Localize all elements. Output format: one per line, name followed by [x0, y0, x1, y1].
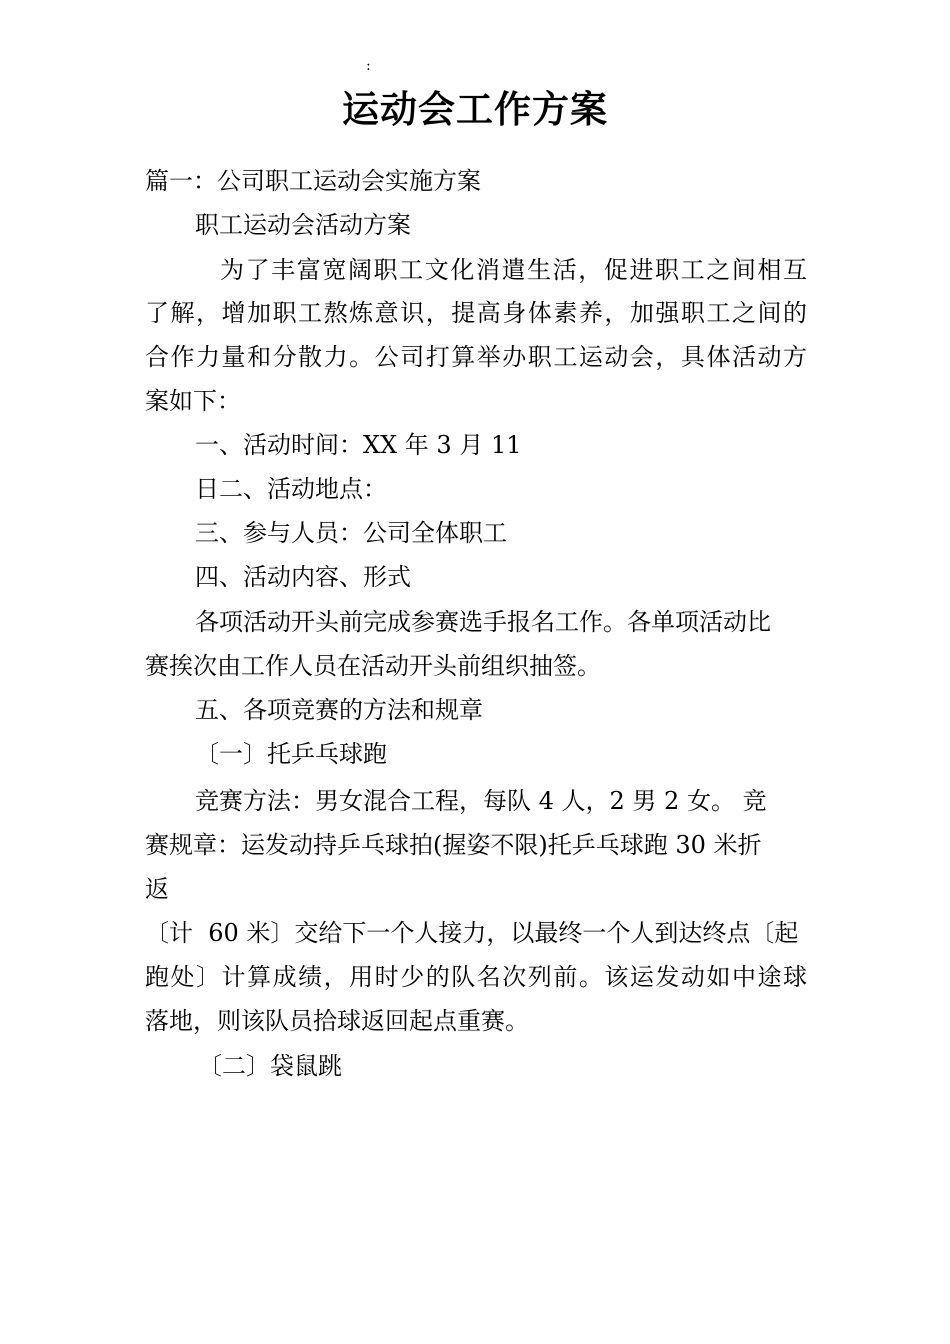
paragraph-line: 了解，增加职工熬炼意识，提高身体素养，加强职工之间的	[145, 299, 807, 327]
paragraph-line: 落地，则该队员拾球返回起点重赛。	[145, 1007, 529, 1035]
paragraph-line: 返	[145, 875, 169, 903]
list-item: 一、活动时间：XX 年 3 月 11	[195, 431, 522, 459]
section-heading: 篇一：公司职工运动会实施方案	[145, 167, 481, 195]
subsection-heading: 〔二〕袋鼠跳	[198, 1052, 342, 1080]
paragraph-line: 赛规章：运发动持乒乓球拍(握姿不限)托乒乓球跑 30 米折	[145, 831, 762, 859]
paragraph-line: 赛挨次由工作人员在活动开头前组织抽签。	[145, 652, 601, 680]
document-title: 运动会工作方案	[342, 88, 608, 131]
page-marker: :	[366, 58, 371, 74]
paragraph-line: 〔计 60 米〕交给下一个人接力，以最终一个人到达终点〔起	[145, 919, 799, 947]
paragraph-line: 竞赛方法：男女混合工程，每队 4 人，2 男 2 女。 竞	[195, 787, 767, 815]
paragraph-line: 案如下：	[145, 387, 241, 415]
list-item: 日二、活动地点：	[195, 475, 387, 503]
paragraph-line: 合作力量和分散力。公司打算举办职工运动会，具体活动方	[145, 343, 807, 371]
subsection-heading: 〔一〕托乒乓球跑	[195, 740, 387, 768]
list-item: 三、参与人员：公司全体职工	[195, 519, 507, 547]
list-item: 四、活动内容、形式	[195, 563, 411, 591]
paragraph-line: 各项活动开头前完成参赛选手报名工作。各单项活动比	[195, 608, 771, 636]
list-item: 五、各项竞赛的方法和规章	[195, 696, 483, 724]
paragraph-line: 为了丰富宽阔职工文化消遣生活，促进职工之间相互	[220, 256, 807, 284]
subsection-heading: 职工运动会活动方案	[195, 211, 411, 239]
paragraph-line: 跑处〕计算成绩，用时少的队名次列前。该运发动如中途球	[145, 963, 807, 991]
